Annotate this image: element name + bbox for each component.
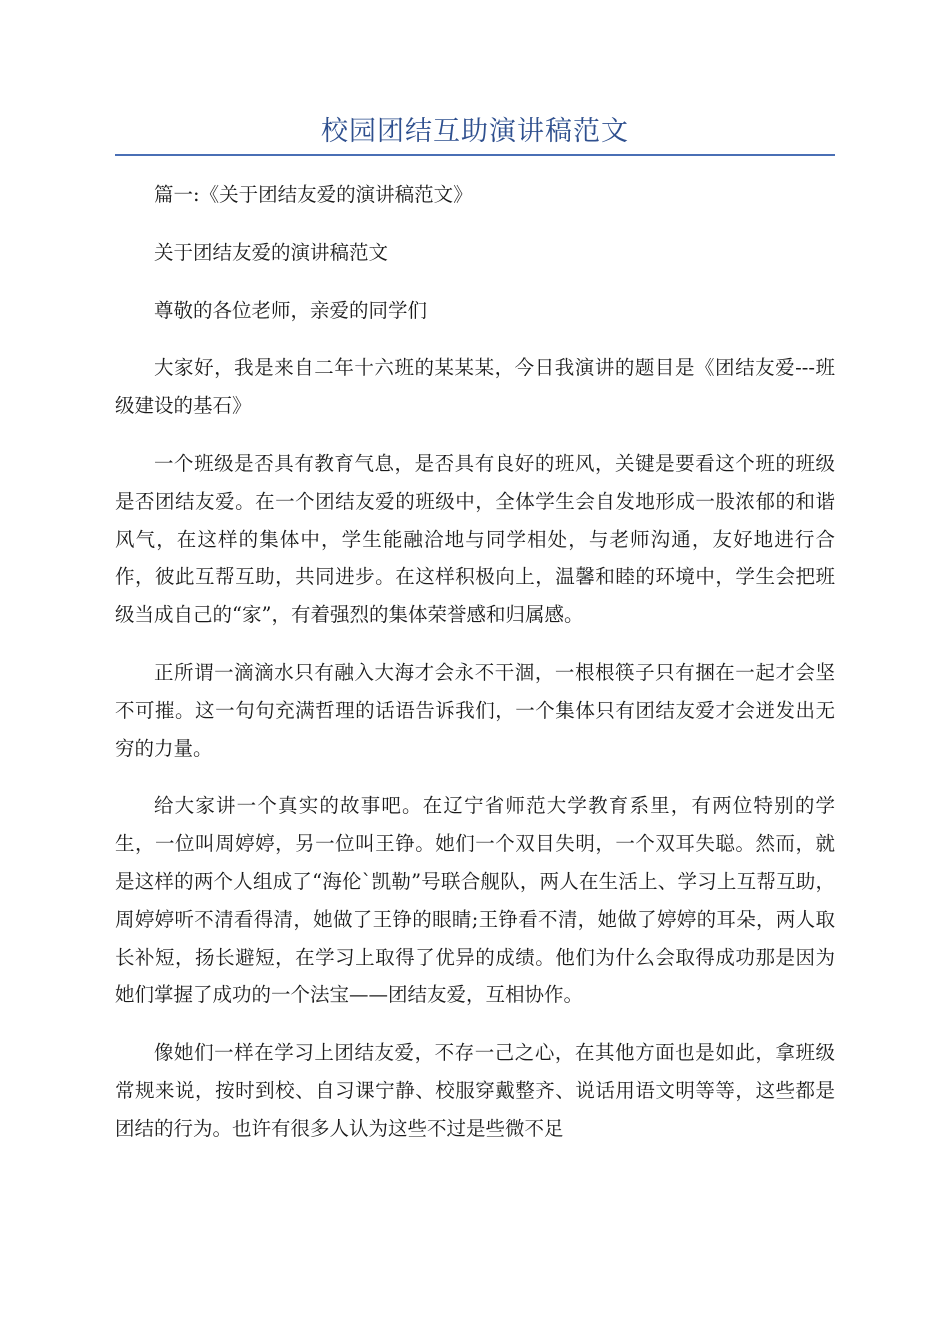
- document-title: 校园团结互助演讲稿范文: [321, 116, 629, 147]
- paragraph-salutation: 尊敬的各位老师，亲爱的同学们: [154, 298, 428, 322]
- document-body: [115, 176, 835, 1168]
- paragraph-body: 一个班级是否具有教育气息，是否具有良好的班风，关键是要看这个班的班级是否团结友爱。在一个团结友爱的班级中，全体学生会自发地形成一股浓郁的和谐风气，在这样的集体中，学生能融洽地与同学相处，与老师沟通，友好地进行合作，彼此互帮互助，共同进步。在这样积极向上，温馨和睦的环境中，学生会把班级当成自己的“家”，有着强烈的集体荣誉感和归属感。: [115, 451, 835, 627]
- paragraph-body: 给大家讲一个真实的故事吧。在辽宁省师范大学教育系里，有两位特别的学生，一位叫周婷婷，另一位叫王铮。她们一个双目失明，一个双耳失聪。然而，就是这样的两个人组成了“海伦`凯勒”号联合舰队，两人在生活上、学习上互帮互助，周婷婷听不清看得清，她做了王铮的眼睛;王铮看不清，她做了婷婷的耳朵，两人取长补短，扬长避短，在学习上取得了优异的成绩。他们为什么会取得成功那是因为她们掌握了成功的一个法宝——团结友爱，互相协作。: [115, 794, 835, 1007]
- paragraph-introduction: 大家好，我是来自二年十六班的某某某，今日我演讲的题目是《团结友爱---班级建设的基石》: [115, 356, 835, 418]
- paragraph-section-heading: 篇一:《关于团结友爱的演讲稿范文》: [154, 183, 473, 206]
- paragraph-speech-title: 关于团结友爱的演讲稿范文: [154, 240, 389, 264]
- paragraph-body: 正所谓一滴滴水只有融入大海才会永不干涸，一根根筷子只有捆在一起才会坚不可摧。这一句句充满哲理的话语告诉我们，一个集体只有团结友爱才会迸发出无穷的力量。: [115, 660, 835, 760]
- paragraph-body: 像她们一样在学习上团结友爱，不存一己之心，在其他方面也是如此，拿班级常规来说，按时到校、自习课宁静、校服穿戴整齐、说话用语文明等等，这些都是团结的行为。也许有很多人认为这些不过是些微不足: [115, 1041, 835, 1140]
- title-underline: [115, 154, 835, 156]
